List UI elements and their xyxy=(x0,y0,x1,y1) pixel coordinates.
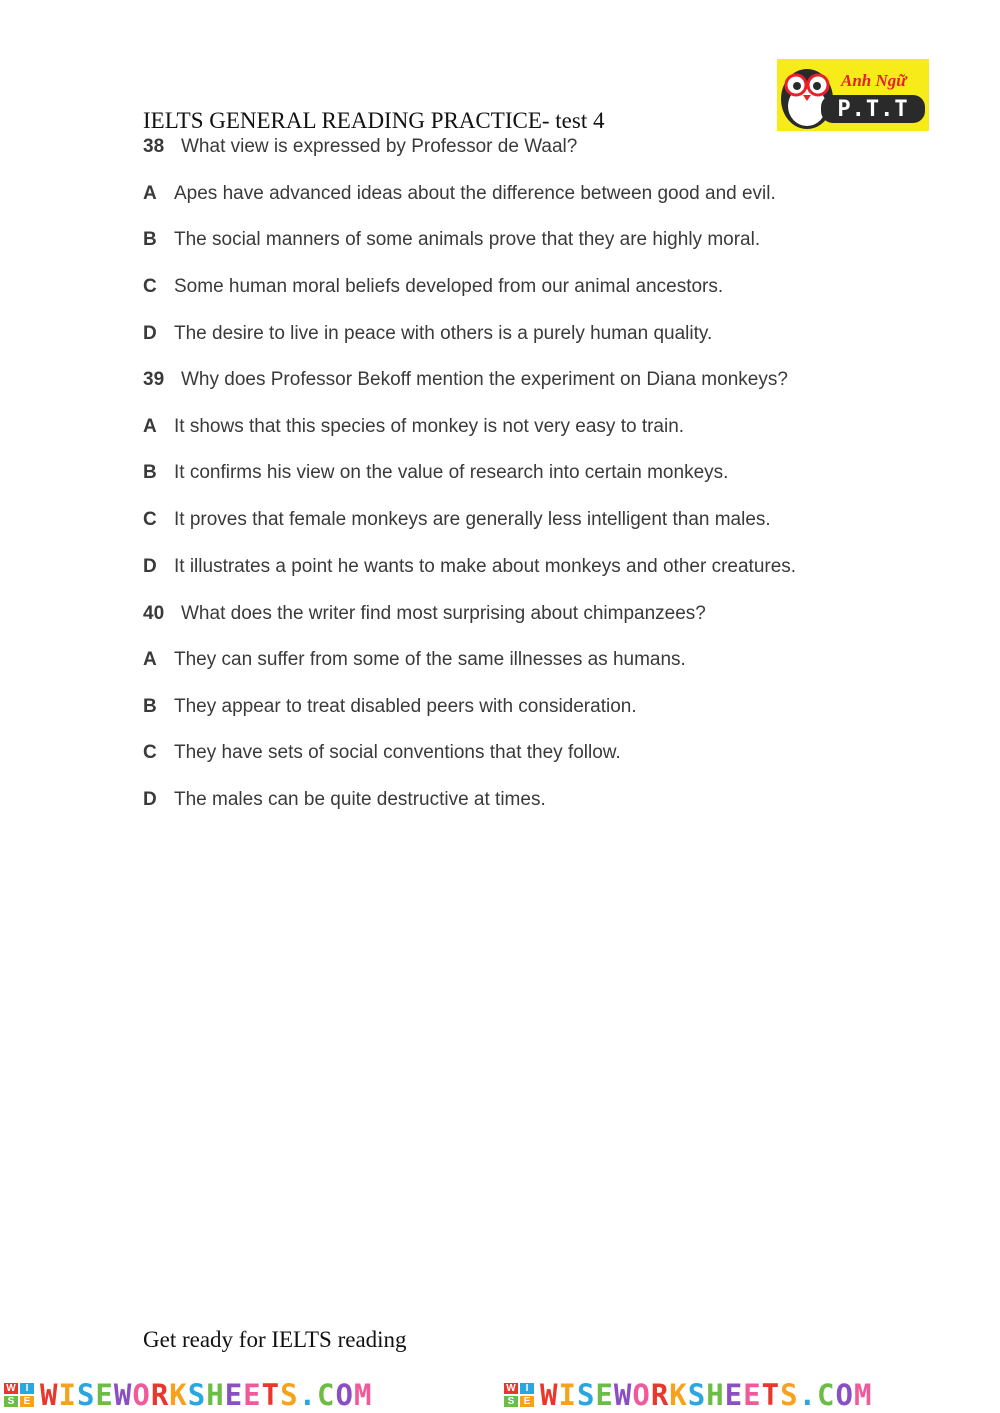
option-letter: D xyxy=(143,789,157,810)
wise-square-icon xyxy=(4,1383,36,1409)
option-text: They can suffer from some of the same illnesses as humans. xyxy=(174,649,686,670)
icon-letter: S xyxy=(4,1396,18,1407)
page-title: IELTS GENERAL READING PRACTICE- test 4 xyxy=(143,108,605,133)
option-text: They appear to treat disabled peers with consideration. xyxy=(174,696,637,717)
icon-letter: W xyxy=(4,1383,18,1394)
wiseworksheets-banner xyxy=(0,1378,1000,1413)
option-text: The desire to live in peace with others is a purely human quality. xyxy=(174,323,713,344)
banner-text: WISEWORKSHEETS.COM xyxy=(540,1378,873,1412)
banner-segment xyxy=(504,1378,1000,1413)
banner-text: WISEWORKSHEETS.COM xyxy=(40,1378,373,1412)
option-text: They have sets of social conventions that they follow. xyxy=(174,742,621,763)
option-letter: B xyxy=(143,696,157,717)
icon-letter: E xyxy=(520,1396,534,1407)
option-text: It illustrates a point he wants to make about monkeys and other creatures. xyxy=(174,556,797,577)
option-text: The males can be quite destructive at times. xyxy=(174,789,546,810)
question-number: 39 xyxy=(143,369,165,390)
option-text: Some human moral beliefs developed from our animal ancestors. xyxy=(174,276,724,297)
question-number: 40 xyxy=(143,603,165,624)
icon-letter: I xyxy=(20,1383,34,1394)
option-letter: A xyxy=(143,183,157,204)
banner-segment xyxy=(4,1378,500,1413)
option-letter: A xyxy=(143,649,157,670)
option-letter: B xyxy=(143,462,157,483)
option-letter: D xyxy=(143,323,157,344)
icon-letter: W xyxy=(504,1383,518,1394)
option-text: It shows that this species of monkey is not very easy to train. xyxy=(174,416,685,437)
option-text: The social manners of some animals prove that they are highly moral. xyxy=(174,229,761,250)
logo-text-ptt: P.T.T xyxy=(837,97,909,122)
option-text: It confirms his view on the value of research into certain monkeys. xyxy=(174,462,729,483)
option-letter: A xyxy=(143,416,157,437)
option-letter: C xyxy=(143,509,157,530)
logo-text-anh-ngu: Anh Ngữ xyxy=(841,71,907,90)
question-text: Why does Professor Bekoff mention the experiment on Diana monkeys? xyxy=(181,369,788,390)
icon-letter: S xyxy=(504,1396,518,1407)
question-number: 38 xyxy=(143,136,165,157)
option-text: Apes have advanced ideas about the difference between good and evil. xyxy=(174,183,776,204)
logo-badge xyxy=(821,95,925,123)
question-text: What view is expressed by Professor de Waal? xyxy=(181,136,578,157)
icon-letter: I xyxy=(520,1383,534,1394)
footer-text: Get ready for IELTS reading xyxy=(143,1327,407,1352)
option-letter: D xyxy=(143,556,157,577)
option-letter: C xyxy=(143,742,157,763)
icon-letter: E xyxy=(20,1396,34,1407)
option-letter: C xyxy=(143,276,157,297)
option-text: It proves that female monkeys are generally less intelligent than males. xyxy=(174,509,771,530)
wise-square-icon xyxy=(504,1383,536,1409)
ptt-logo xyxy=(777,59,929,131)
question-text: What does the writer find most surprising about chimpanzees? xyxy=(181,603,706,624)
option-letter: B xyxy=(143,229,157,250)
